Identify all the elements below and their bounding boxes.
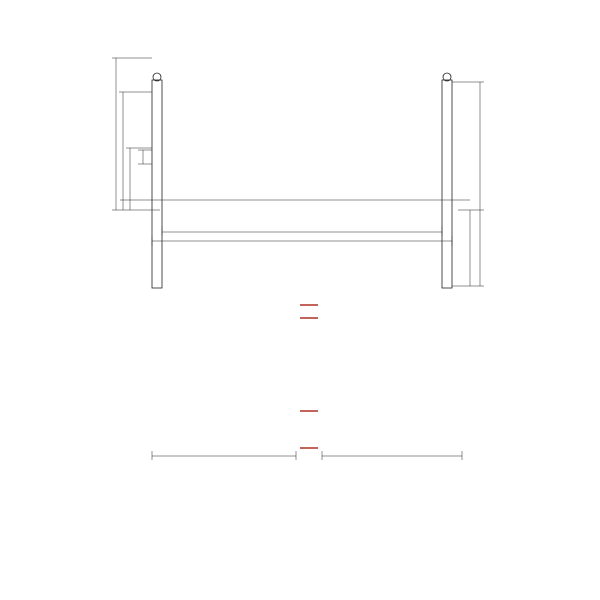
leaf-width-dimension-lines <box>152 451 462 460</box>
leaf-divider-marks <box>300 305 318 448</box>
right-post <box>442 80 452 288</box>
right-dimension-lines <box>452 82 484 286</box>
horizontal-dimension-lines <box>152 226 452 246</box>
left-post <box>152 80 162 288</box>
left-dimension-lines <box>112 58 160 210</box>
specification-notes <box>230 512 480 516</box>
